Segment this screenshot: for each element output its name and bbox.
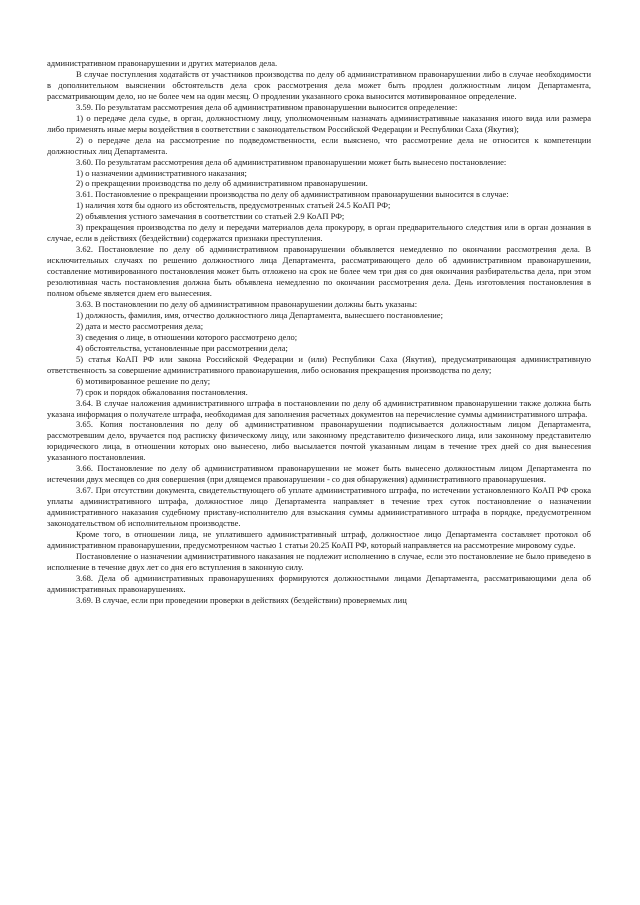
paragraph-3-68: 3.68. Дела об административных правонарушениях формируются должностными лицами Департамента, рассматривающими дела об административных правонарушениях. [47, 572, 591, 594]
list-item-3-63-6: 6) мотивированное решение по делу; [76, 375, 211, 386]
list-item-3-61-1: 1) наличия хотя бы одного из обстоятельств, предусмотренных статьей 24.5 КоАП РФ; [76, 200, 391, 211]
paragraph-3-59: 3.59. По результатам рассмотрения дела об административном правонарушении выносится определение: [76, 101, 458, 112]
paragraph-3-69: 3.69. В случае, если при проведении проверки в действиях (бездействии) проверяемых лиц [76, 594, 407, 605]
list-item-3-63-7: 7) срок и порядок обжалования постановления. [76, 386, 248, 397]
paragraph-3-62: 3.62. Постановление по делу об административном правонарушении объявляется немедленно по окончании рассмотрения дела. В исключительных случаях по решению должностного лица Департамента, рассматривающего дело об административном правонарушении, составление мотивированного постановления может быть отложено на срок не более чем три дня со дня окончания разбирательства дела, при этом резолютивная часть постановления должна быть объявлена немедленно по окончании рассмотрения дела. День изготовления постановления в полном объеме является днем его вынесения. [47, 244, 591, 299]
paragraph-extension-clause: В случае поступления ходатайств от участников производства по делу об административном правонарушении либо в случае необходимости в дополнительном выяснении обстоятельств дела срок рассмотрения дела может быть продлен должностным лицом Департамента, рассматривающим дело, но не более чем на один месяц. О продлении указанного срока выносится мотивированное определение. [47, 68, 591, 101]
list-item-3-60-2: 2) о прекращении производства по делу об административном правонарушении. [76, 178, 368, 189]
list-item-3-63-1: 1) должность, фамилия, имя, отчество должностного лица Департамента, вынесшего постановление; [76, 309, 443, 320]
paragraph-3-65: 3.65. Копия постановления по делу об административном правонарушении подписывается должностным лицом Департамента, рассмотревшим дело, вручается под расписку физическому лицу, или законному представителю физического лица, или законному представителю юридического лица, в отношении которых оно вынесено, либо высылается почтой указанным лицам в течение трех дней со дня вынесения указанного постановления. [47, 419, 591, 463]
list-item-3-63-3: 3) сведения о лице, в отношении которого рассмотрено дело; [76, 331, 298, 342]
list-item-3-59-2: 2) о передаче дела на рассмотрение по подведомственности, если выяснено, что рассмотрение дела не относится к компетенции должностных лиц Департамента. [47, 134, 591, 156]
paragraph-3-67-protocol: Кроме того, в отношении лица, не уплатившего административный штраф, должностное лицо Департамента составляет протокол об административном правонарушении, предусмотренном частью 1 статьи 20.25 КоАП РФ, который направляется на рассмотрение мировому судье. [47, 528, 591, 550]
list-item-3-63-5: 5) статья КоАП РФ или закона Российской Федерации и (или) Республики Саха (Якутия), предусматривающая административную ответственность за совершение административного правонарушения, либо основания прекращения производства по делу; [47, 353, 591, 375]
paragraph-3-67-limitation: Постановление о назначении административного наказания не подлежит исполнению в случае, если это постановление не было приведено в исполнение в течение двух лет со дня его вступления в законную силу. [47, 550, 591, 572]
list-item-3-61-3: 3) прекращения производства по делу и передачи материалов дела прокурору, в орган предварительного следствия или в орган дознания в случае, если в действиях (бездействии) содержатся признаки преступления. [47, 222, 591, 244]
paragraph-3-61: 3.61. Постановление о прекращении производства по делу об административном правонарушении выносится в случае: [76, 189, 509, 200]
paragraph-3-67: 3.67. При отсутствии документа, свидетельствующего об уплате административного штрафа, по истечении установленного КоАП РФ срока уплаты административного штрафа, должностное лицо Департамента направляет в течение трех суток постановление о назначении административного наказания судебному приставу-исполнителю для взыскания суммы административного штрафа в порядке, предусмотренном законодательством об исполнительном производстве. [47, 485, 591, 529]
paragraph-3-64: 3.64. В случае наложения административного штрафа в постановлении по делу об административном правонарушении также должна быть указана информация о получателе штрафа, необходимая для заполнения расчетных документов на перечисление суммы административного штрафа. [47, 397, 591, 419]
document-page [47, 58, 591, 606]
list-item-3-63-4: 4) обстоятельства, установленные при рассмотрении дела; [76, 342, 288, 353]
list-item-3-60-1: 1) о назначении административного наказания; [76, 167, 247, 178]
paragraph-3-60: 3.60. По результатам рассмотрения дела об административном правонарушении может быть вынесено постановление: [76, 156, 507, 167]
paragraph-continuation: административном правонарушении и других материалов дела. [47, 58, 278, 68]
paragraph-3-63: 3.63. В постановлении по делу об административном правонарушении должны быть указаны: [76, 298, 418, 309]
list-item-3-59-1: 1) о передаче дела судье, в орган, должностному лицу, уполномоченным назначать административные наказания иного вида или размера либо применять иные меры воздействия в соответствии с законодательством Российской Федерации и Республики Саха (Якутия); [47, 112, 591, 134]
paragraph-3-66: 3.66. Постановление по делу об административном правонарушении не может быть вынесено должностным лицом Департамента по истечении двух месяцев со дня совершения (при длящемся правонарушении - со дня обнаружения) административного правонарушения. [47, 463, 591, 485]
list-item-3-61-2: 2) объявления устного замечания в соответствии со статьей 2.9 КоАП РФ; [76, 211, 345, 222]
list-item-3-63-2: 2) дата и место рассмотрения дела; [76, 320, 204, 331]
